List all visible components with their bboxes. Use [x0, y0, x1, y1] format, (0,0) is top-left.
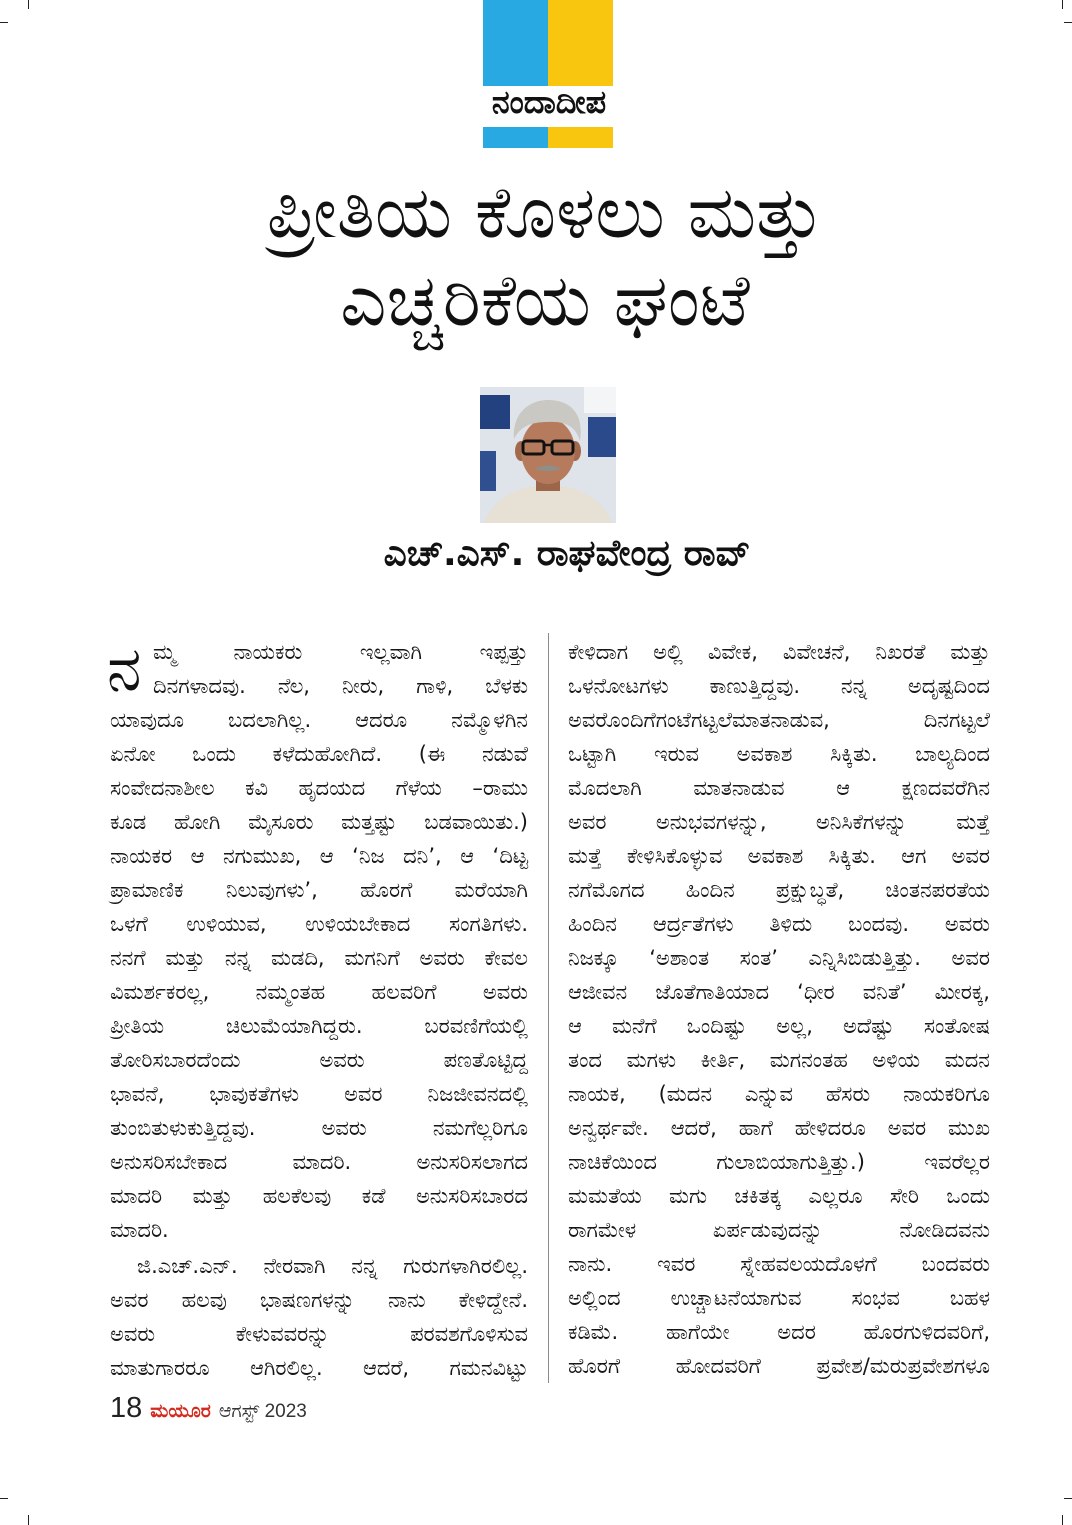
headline-line: ಎಚ್ಚರಿಕೆಯ ಘಂಟೆ	[340, 258, 750, 342]
crop-mark	[28, 0, 29, 9]
article-column-left	[107, 632, 528, 1385]
crop-mark	[28, 1515, 29, 1525]
text-line: ಅವರ ಹಲವು ಭಾಷಣಗಳನ್ನು ನಾನು ಕೇಳಿದ್ದೇನೆ.	[110, 1288, 528, 1312]
text-line: ಯಾವುದೂ ಬದಲಾಗಿಲ್ಲ. ಆದರೂ ನಮ್ಮೊಳಗಿನ	[110, 708, 528, 732]
text-line: ನಗೆಮೊಗದ ಹಿಂದಿನ ಪ್ರಕ್ಷುಬ್ಧತೆ, ಚಿಂತನಪರತೆಯ	[568, 878, 990, 902]
paragraph	[110, 1249, 528, 1385]
text-line: ನಾಚಿಕೆಯಿಂದ ಗುಲಾಬಿಯಾಗುತ್ತಿತ್ತು.) ಇವರೆಲ್ಲರ	[568, 1150, 990, 1174]
text-line: ಜಿ.ಎಚ್‌.ಎನ್‌. ನೇರವಾಗಿ ನನ್ನ ಗುರುಗಳಾಗಿರಲಿಲ್ಲ.	[137, 1254, 528, 1278]
section-logo	[483, 0, 613, 148]
logo-strip-blue	[483, 127, 548, 148]
paragraph	[568, 635, 990, 1383]
drop-cap: ನ	[107, 632, 142, 705]
text-line: ಆ ಮನೆಗೆ ಒಂದಿಷ್ಟು ಅಲ್ಲ, ಅದೆಷ್ಟು ಸಂತೋಷ	[568, 1014, 990, 1038]
crop-mark	[1064, 22, 1072, 23]
text-line: ಮ್ಮ ನಾಯಕರು ಇಲ್ಲವಾಗಿ ಇಪ್ಪತ್ತು	[153, 640, 528, 664]
paragraph	[110, 635, 528, 1247]
text-line: ಏನೋ ಒಂದು ಕಳೆದುಹೋಗಿದೆ. (ಈ ನಡುವೆ	[110, 742, 528, 766]
text-line: ಮಾತುಗಾರರೂ ಆಗಿರಲಿಲ್ಲ. ಆದರೆ, ಗಮನವಿಟ್ಟು	[110, 1356, 528, 1380]
crop-mark	[1062, 1515, 1063, 1525]
text-line: ಸಂವೇದನಾಶೀಲ ಕವಿ ಹೃದಯದ ಗೆಳೆಯ –ರಾಮು	[110, 776, 528, 800]
text-line: ಒಳಗೆ ಉಳಿಯುವ, ಉಳಿಯಬೇಕಾದ ಸಂಗತಿಗಳು.	[110, 912, 528, 936]
text-line: ರಾಗಮೇಳ ಏರ್ಪಡುವುದನ್ನು ನೋಡಿದವನು	[568, 1218, 990, 1242]
logo-strip-yellow	[548, 127, 613, 148]
text-line: ತುಂಬಿತುಳುಕುತ್ತಿದ್ದವು. ಅವರು ನಮಗೆಲ್ಲರಿಗೂ	[110, 1116, 528, 1140]
column-divider	[548, 633, 549, 1383]
text-line: ಅವರ ಅನುಭವಗಳನ್ನು, ಅನಿಸಿಕೆಗಳನ್ನು ಮತ್ತೆ	[568, 810, 990, 834]
text-line: ವಿಮರ್ಶಕರಲ್ಲ, ನಮ್ಮಂತಹ ಹಲವರಿಗೆ ಅವರು	[110, 980, 528, 1004]
logo-block-blue	[483, 0, 548, 86]
text-line: ನಿಜಕ್ಕೂ ‘ಅಶಾಂತ ಸಂತ’ ಎನ್ನಿಸಿಬಿಡುತ್ತಿತ್ತು. ಅವರ	[568, 946, 990, 970]
text-line: ಮಾದರಿ.	[110, 1218, 169, 1242]
text-line: ಪ್ರಾಮಾಣಿಕ ನಿಲುವುಗಳು’, ಹೊರಗೆ ಮರೆಯಾಗಿ	[110, 878, 528, 902]
crop-mark	[0, 1498, 8, 1499]
text-line: ಅವರು ಕೇಳುವವರನ್ನು ಪರವಶಗೊಳಿಸುವ	[110, 1322, 528, 1346]
author-byline: ಎಚ್‌.ಎಸ್‌. ರಾಘವೇಂದ್ರ ರಾವ್	[383, 533, 751, 574]
magazine-name: ಮಯೂರ	[150, 1401, 211, 1422]
text-line: ನನಗೆ ಮತ್ತು ನನ್ನ ಮಡದಿ, ಮಗನಿಗೆ ಅವರು ಕೇವಲ	[110, 946, 528, 970]
crop-mark	[0, 22, 8, 23]
author-photo	[480, 387, 616, 523]
text-line: ಅಲ್ಲಿಂದ ಉಚ್ಚಾಟನೆಯಾಗುವ ಸಂಭವ ಬಹಳ	[568, 1286, 990, 1310]
section-label: ನಂದಾದೀಪ	[491, 83, 607, 121]
text-line: ಹೊರಗೆ ಹೋದವರಿಗೆ ಪ್ರವೇಶ/ಮರುಪ್ರವೇಶಗಳೂ	[568, 1354, 990, 1378]
crop-mark	[1062, 0, 1063, 9]
text-line: ಕೇಳಿದಾಗ ಅಲ್ಲಿ ವಿವೇಕ, ವಿವೇಚನೆ, ನಿಖರತೆ ಮತ್ತು	[568, 640, 990, 664]
text-line: ಒಳನೋಟಗಳು ಕಾಣುತ್ತಿದ್ದವು. ನನ್ನ ಅದೃಷ್ಟದಿಂದ	[568, 674, 990, 698]
text-line: ಕಡಿಮೆ. ಹಾಗೆಯೇ ಅದರ ಹೊರಗುಳಿದವರಿಗೆ,	[568, 1320, 990, 1344]
headline-line: ಪ್ರೀತಿಯ ಕೊಳಲು ಮತ್ತು	[266, 170, 824, 254]
text-line: ಮಮತೆಯ ಮಗು ಚಕಿತಕ್ಕ ಎಲ್ಲರೂ ಸೇರಿ ಒಂದು	[568, 1184, 990, 1208]
text-line: ತೋರಿಸಬಾರದೆಂದು ಅವರು ಪಣತೊಟ್ಟಿದ್ದ	[110, 1048, 528, 1072]
text-line: ನಾಯಕ, (ಮದನ ಎನ್ನುವ ಹೆಸರು ನಾಯಕರಿಗೂ	[568, 1082, 990, 1106]
text-line: ಮೊದಲಾಗಿ ಮಾತನಾಡುವ ಆ ಕ್ಷಣದವರೆಗಿನ	[568, 776, 990, 800]
text-line: ಅನುಸರಿಸಬೇಕಾದ ಮಾದರಿ. ಅನುಸರಿಸಲಾಗದ	[110, 1150, 528, 1174]
article-column-right	[568, 635, 990, 1383]
text-line: ಮಾದರಿ ಮತ್ತು ಹಲಕೆಲವು ಕಡೆ ಅನುಸರಿಸಬಾರದ	[110, 1184, 528, 1208]
text-line: ತಂದ ಮಗಳು ಕೀರ್ತಿ, ಮಗನಂತಹ ಅಳಿಯ ಮದನ	[568, 1048, 990, 1072]
text-line: ಹಿಂದಿನ ಆರ್ದ್ರತೆಗಳು ತಿಳಿದು ಬಂದವು. ಅವರು	[568, 912, 990, 936]
text-line: ಆಜೀವನ ಜೊತೆಗಾತಿಯಾದ ‘ಧೀರ ವನಿತೆ’ ಮೀರಕ್ಕ,	[568, 980, 990, 1004]
text-line: ನಾನು. ಇವರ ಸ್ನೇಹವಲಯದೊಳಗೆ ಬಂದವರು	[568, 1252, 990, 1276]
text-line: ನಾಯಕರ ಆ ನಗುಮುಖ, ಆ ‘ನಿಜ ದನಿ’, ಆ ‘ದಿಟ್ಟ	[110, 844, 528, 868]
text-line: ಭಾವನೆ, ಭಾವುಕತೆಗಳು ಅವರ ನಿಜಜೀವನದಲ್ಲಿ	[110, 1082, 528, 1106]
crop-mark	[1064, 1498, 1072, 1499]
page-number: 18	[110, 1392, 143, 1424]
text-line: ಮತ್ತೆ ಕೇಳಿಸಿಕೊಳ್ಳುವ ಅವಕಾಶ ಸಿಕ್ಕಿತು. ಆಗ ಅವರ	[568, 844, 990, 868]
issue-date: ಆಗಸ್ಟ್ 2023	[218, 1401, 307, 1422]
page-footer	[110, 1392, 307, 1425]
text-line: ಪ್ರೀತಿಯ ಚಿಲುಮೆಯಾಗಿದ್ದರು. ಬರವಣಿಗೆಯಲ್ಲಿ	[110, 1014, 528, 1038]
logo-block-yellow	[548, 0, 613, 86]
text-line: ಕೂಡ ಹೋಗಿ ಮೈಸೂರು ಮತ್ತಷ್ಟು ಬಡವಾಯಿತು.)	[110, 810, 528, 834]
text-line: ಅವರೊಂದಿಗೆಗಂಟೆಗಟ್ಟಲೆಮಾತನಾಡುವ, ದಿನಗಟ್ಟಲೆ	[568, 708, 990, 732]
text-line: ಒಟ್ಟಾಗಿ ಇರುವ ಅವಕಾಶ ಸಿಕ್ಕಿತು. ಬಾಲ್ಯದಿಂದ	[568, 742, 990, 766]
text-line: ದಿನಗಳಾದವು. ನೆಲ, ನೀರು, ಗಾಳಿ, ಬೆಳಕು	[153, 674, 528, 698]
text-line: ಅನ್ವರ್ಥವೇ. ಆದರೆ, ಹಾಗೆ ಹೇಳಿದರೂ ಅವರ ಮುಖ	[568, 1116, 990, 1140]
article-headline	[95, 168, 995, 344]
